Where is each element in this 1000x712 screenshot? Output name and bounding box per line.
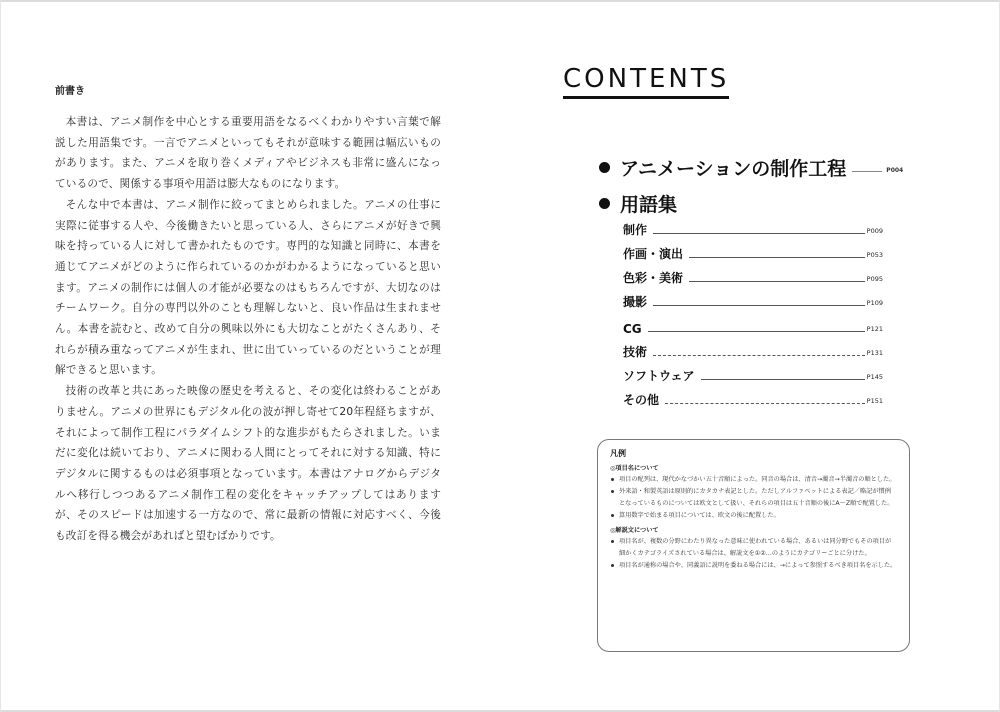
toc-entry[interactable] bbox=[623, 368, 883, 384]
toc-leader-line bbox=[852, 171, 882, 172]
toc-entry[interactable] bbox=[623, 320, 883, 336]
toc-entry-label: 制作 bbox=[623, 223, 648, 237]
preface-paragraph: そんな中で本書は、アニメ制作に絞ってまとめられました。アニメの仕事に実際に従事する人や、今後働きたいと思っている人、さらにアニメが好きで興味を持っている人に対して書かれたものです。専門的な知識と同時に、本書を通じてアニメがどのように作られているのかがわかるようになっていると思います。アニメの制作には個人の才能が必要なのはもちろんですが、大切なのはチームワーク。自分の専門以外のことも理解しないと、良い作品は生まれません。本書を読むと、改めて自分の興味以外にも大切なことがたくさんあり、それらが積み重なってアニメが生まれ、世に出ていっているのだということが理解できると思います。 bbox=[55, 198, 441, 377]
toc-leader-line bbox=[648, 331, 865, 332]
toc-page-number: P131 bbox=[866, 349, 883, 357]
right-page-contents bbox=[501, 2, 1000, 712]
toc-entry-label: CG bbox=[623, 322, 642, 336]
bullet-icon bbox=[611, 478, 614, 481]
contents-title: CONTENTS bbox=[563, 64, 729, 99]
legend-item bbox=[610, 510, 897, 522]
toc-entry[interactable] bbox=[623, 246, 883, 262]
toc-leader-line bbox=[689, 281, 865, 282]
toc-leader-line bbox=[653, 355, 865, 356]
legend-item bbox=[610, 486, 897, 510]
toc-leader-line bbox=[653, 233, 865, 234]
legend-item-text: 項目の配列は、現代かなづかい五十音順によった。同音の場合は、清音→濁音→半濁音の順とした。 bbox=[619, 476, 896, 483]
toc-page-number: P151 bbox=[866, 397, 883, 405]
preface-paragraph: 本書は、アニメ制作を中心とする重要用語をなるべくわかりやすい言葉で解説した用語集です。一言でアニメといってもそれが意味する範囲は幅広いものがあります。また、アニメを取り巻くメディアやビジネスも非常に盛んになっているので、関係する事項や用語は膨大なものになります。 bbox=[55, 116, 441, 191]
legend-item bbox=[610, 536, 897, 560]
toc-entry[interactable] bbox=[623, 222, 883, 238]
toc-leader-line bbox=[665, 403, 865, 404]
bullet-icon bbox=[611, 540, 614, 543]
bullet-icon bbox=[611, 514, 614, 517]
toc-page-number: P095 bbox=[866, 275, 883, 283]
legend-item bbox=[610, 474, 897, 486]
toc-page-number: P145 bbox=[866, 373, 883, 381]
bullet-icon bbox=[611, 564, 614, 567]
toc-leader-line bbox=[701, 379, 865, 380]
toc-entry[interactable] bbox=[623, 344, 883, 360]
legend-section-heading: ◎項目名について bbox=[610, 465, 659, 472]
toc-entry[interactable] bbox=[623, 270, 883, 286]
toc-entry-label: 色彩・美術 bbox=[623, 271, 684, 285]
preface-paragraph: 技術の改革と共にあった映像の歴史を考えると、その変化は終わることがありません。アニメの世界にもデジタル化の波が押し寄せて20年程経ちますが、それによって制作工程にパラダイムシフト的な進歩がもたらされました。いまだに変化は続いており、アニメに関わる人間にとってそれに対する知識、特にデジタルに関するものは必須事項となっています。本書はアナログからデジタルへ移行しつつあるアニメ制作工程の変化をキャッチアップしてはありますが、そのスピードは加速する一方なので、常に最新の情報に対応すべく、今後も改訂を得る機会があればと望むばかりです。 bbox=[55, 385, 441, 543]
toc-entry-label: 技術 bbox=[623, 345, 648, 359]
bullet-icon bbox=[611, 490, 614, 493]
toc-major-label: 用語集 bbox=[620, 194, 678, 216]
toc-page-number: P109 bbox=[866, 299, 883, 307]
toc-major-entry[interactable] bbox=[599, 154, 903, 181]
toc-leader-line bbox=[689, 257, 865, 258]
toc-entry-label: 撮影 bbox=[623, 295, 648, 309]
legend-item-text: 外来語・和製英語は原則的にカタカナ表記とした。ただしアルファベットによる表記／略記が慣例となっているものについては欧文として扱い、それらの項目は五十音順の後にA〜Z順で配置した。 bbox=[619, 488, 894, 507]
toc-entry[interactable] bbox=[623, 392, 883, 408]
toc-major-label: アニメーションの制作工程 bbox=[620, 158, 847, 180]
toc-entry-label: その他 bbox=[623, 393, 660, 407]
left-page-preface bbox=[1, 2, 501, 712]
preface-body bbox=[55, 112, 441, 547]
toc-entry-label: 作画・演出 bbox=[623, 247, 684, 261]
bullet-icon bbox=[599, 198, 610, 209]
preface-title: 前書き bbox=[55, 86, 85, 97]
toc-entry[interactable] bbox=[623, 294, 883, 310]
toc-major-entry[interactable] bbox=[599, 190, 677, 217]
legend-title: 凡例 bbox=[610, 449, 626, 458]
legend-item-text: 項目名が、複数の分野にわたり異なった意味に使われている場合、あるいは同分野でもその項目が細かくカテゴライズされている場合は、解説文を①②…のようにカテゴリーごとに分けた。 bbox=[619, 538, 892, 557]
toc-page-number: P121 bbox=[866, 325, 883, 333]
legend-item bbox=[610, 560, 897, 572]
legend-section-heading: ◎解説文について bbox=[610, 527, 659, 534]
toc-page-number: P009 bbox=[866, 227, 883, 235]
legend-item-text: 項目名が通称の場合や、同義語に説明を委ねる場合には、→によって参照するべき項目名を示した。 bbox=[619, 562, 897, 569]
bullet-icon bbox=[599, 162, 610, 173]
toc-entry-label: ソフトウェア bbox=[623, 369, 695, 383]
toc-leader-line bbox=[653, 305, 865, 306]
toc-page-number: P053 bbox=[866, 251, 883, 259]
legend-box bbox=[597, 439, 910, 652]
toc-page-number: P004 bbox=[886, 167, 904, 174]
legend-item-text: 算用数字で始まる項目については、欧文の後に配置した。 bbox=[619, 512, 780, 519]
